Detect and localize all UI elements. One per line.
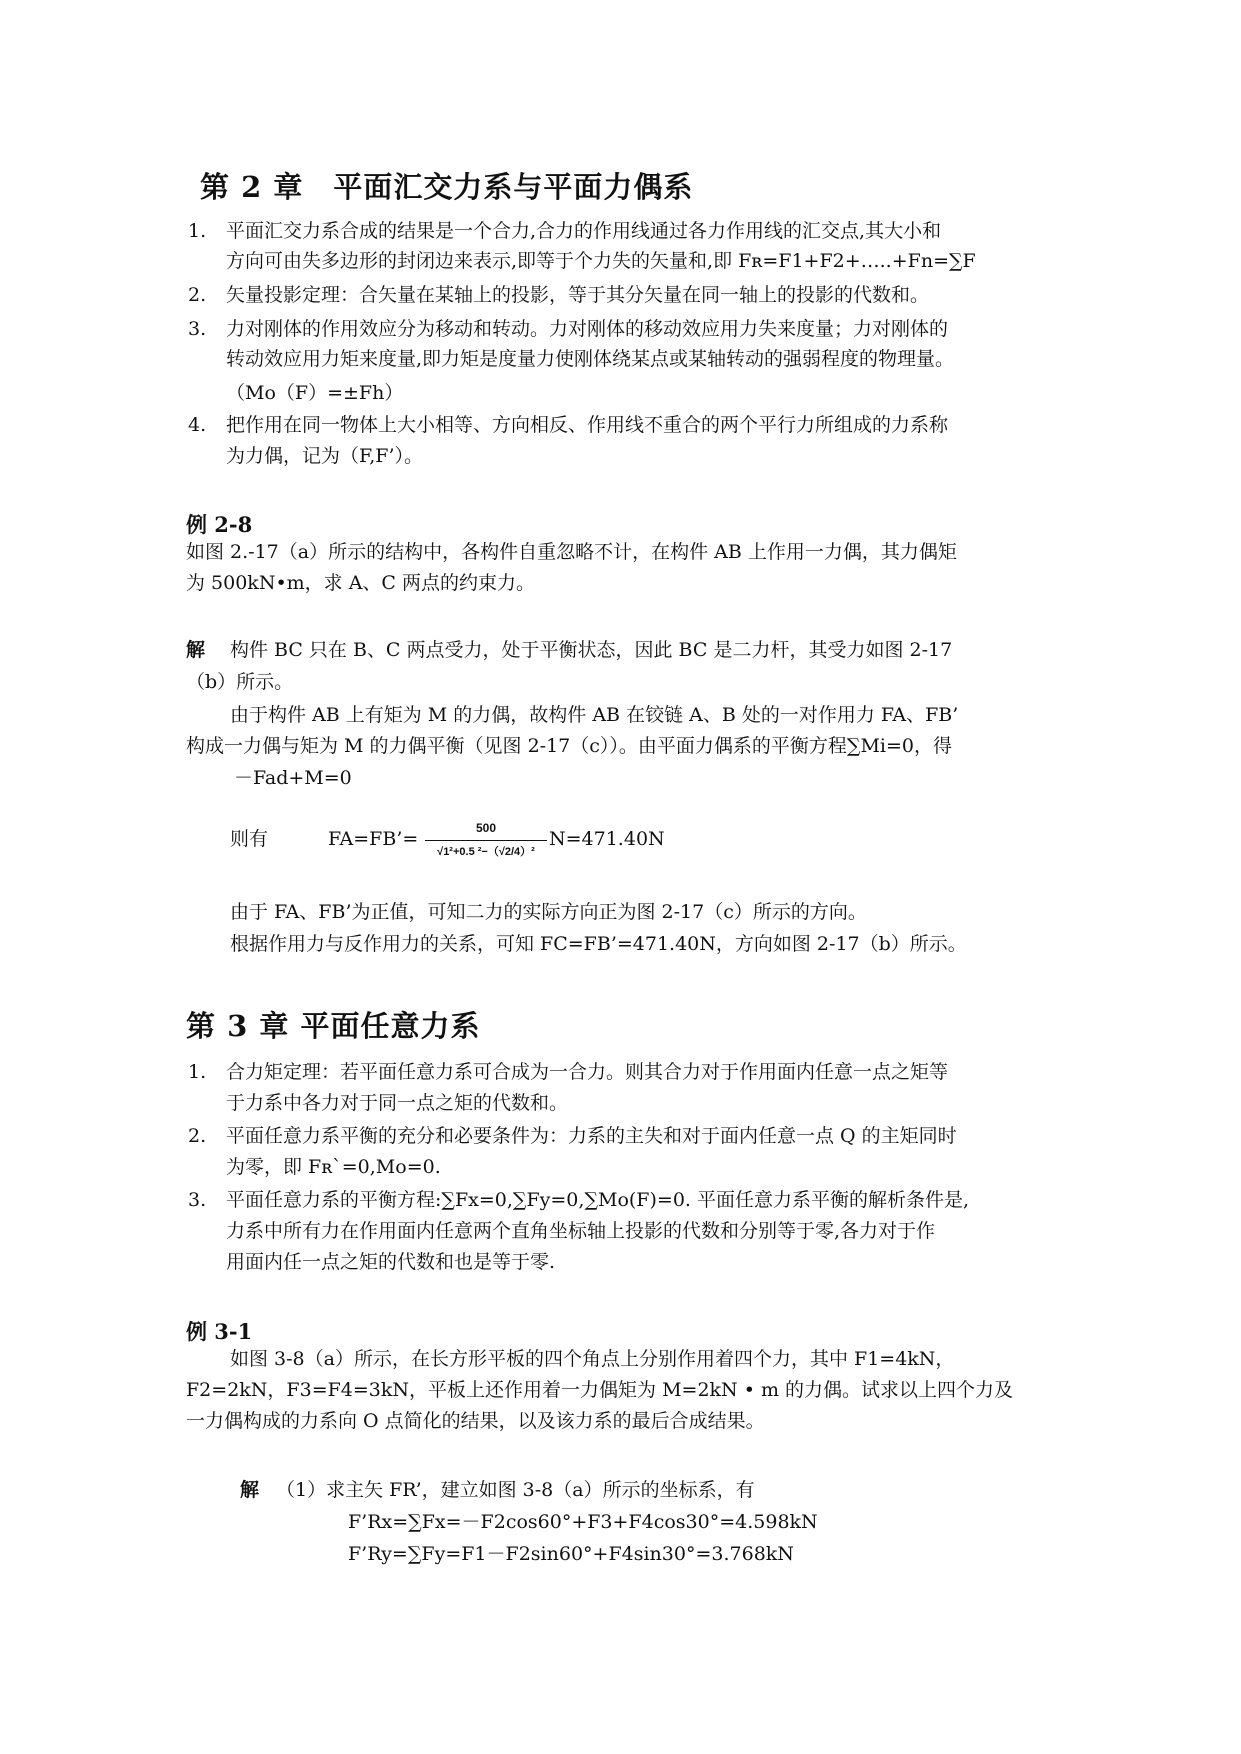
list-number: 1. (188, 1061, 207, 1083)
list-number: 2. (188, 284, 207, 306)
list-number: 3. (188, 1189, 207, 1211)
paragraph-line: 由于构件 AB 上有矩为 M 的力偶，故构件 AB 在铰链 A、B 处的一对作用力 FA、FB’ (230, 704, 959, 726)
list-item-line: 合力矩定理：若平面任意力系可合成为一合力。则其合力对于作用面内任意一点之矩等 (226, 1061, 949, 1083)
solution-label: 解 (186, 639, 206, 661)
list-item-line: 为力偶，记为（F,F’）。 (226, 445, 423, 467)
paragraph-line: 构件 BC 只在 B、C 两点受力，处于平衡状态，因此 BC 是二力杆，其受力如图 2-17 (230, 639, 953, 661)
list-item-line: 为零，即 Fʀ`=0,Mo=0. (226, 1156, 441, 1178)
list-item-line: 矢量投影定理：合矢量在某轴上的投影，等于其分矢量在同一轴上的投影的代数和。 (226, 284, 930, 306)
fraction-numerator: 500 (475, 821, 497, 835)
equation-line: －Fad+M=0 (234, 767, 352, 789)
paragraph-line: F2=2kN，F3=F4=3kN，平板上还作用着一力偶矩为 M=2kN • m 的力偶。试求以上四个力及 (186, 1379, 1014, 1401)
paragraph-line: 为 500kN•m，求 A、C 两点的约束力。 (186, 572, 536, 594)
chapter-2-title: 第 2 章 平面汇交力系与平面力偶系 (200, 170, 694, 204)
list-item-line: 力系中所有力在作用面内任意两个直角坐标轴上投影的代数和分别等于零,各力对于作 (226, 1220, 936, 1242)
paragraph-line: 构成一力偶与矩为 M 的力偶平衡（见图 2-17（c））。由平面力偶系的平衡方程∑Mi=0，得 (186, 735, 953, 757)
paragraph-line: 根据作用力与反作用力的关系，可知 FC=FB’=471.40N，方向如图 2-17（b）所示。 (230, 933, 967, 955)
fraction-denominator: √1²+0.5 ²−（√2/4）² (437, 846, 535, 858)
list-item-line: 于力系中各力对于同一点之矩的代数和。 (226, 1092, 569, 1114)
example-3-1-title: 例 3-1 (186, 1319, 253, 1344)
paragraph-line: （b）所示。 (186, 671, 294, 693)
list-item-line: 方向可由失多边形的封闭边来表示,即等于个力失的矢量和,即 Fʀ=F1+F2+…..+Fn=∑F (226, 250, 976, 272)
formula-prefix: 则有 (230, 828, 269, 850)
solution-label: 解 (240, 1479, 260, 1501)
list-number: 3. (188, 318, 207, 340)
paragraph-line: （1）求主矢 FR’，建立如图 3-8（a）所示的坐标系，有 (276, 1479, 755, 1501)
list-item-line: 用面内任一点之矩的代数和也是等于零. (226, 1251, 556, 1273)
equation-line: F’Ry=∑Fy=F1－F2sin60°+F4sin30°=3.768kN (348, 1543, 794, 1565)
list-item-line: 转动效应用力矩来度量,即力矩是度量力使刚体绕某点或某轴转动的强弱程度的物理量。 (226, 348, 955, 370)
list-item-line: 力对刚体的作用效应分为移动和转动。力对刚体的移动效应用力失来度量；力对刚体的 (226, 318, 949, 340)
list-number: 4. (188, 414, 207, 436)
paragraph-line: 如图 3-8（a）所示，在长方形平板的四个角点上分别作用着四个力，其中 F1=4kN， (230, 1348, 955, 1370)
paragraph-line: 如图 2.-17（a）所示的结构中，各构件自重忽略不计，在构件 AB 上作用一力偶，其力偶矩 (186, 541, 957, 563)
fraction-bar (425, 840, 547, 841)
list-number: 2. (188, 1125, 207, 1147)
example-2-8-title: 例 2-8 (186, 512, 253, 537)
formula-fraction (425, 821, 547, 861)
list-item-line: 平面任意力系平衡的充分和必要条件为：力系的主失和对于面内任意一点 Q 的主矩同时 (226, 1125, 957, 1147)
list-item-line: 把作用在同一物体上大小相等、方向相反、作用线不重合的两个平行力所组成的力系称 (226, 414, 949, 436)
paragraph-line: 由于 FA、FB’为正值，可知二力的实际方向正为图 2-17（c）所示的方向。 (230, 901, 867, 923)
list-item-line: 平面汇交力系合成的结果是一个合力,合力的作用线通过各力作用线的汇交点,其大小和 (226, 220, 942, 242)
list-item-line: 平面任意力系的平衡方程:∑Fx=0,∑Fy=0,∑Mo(F)=0. 平面任意力系平衡的解析条件是, (226, 1189, 970, 1211)
list-number: 1. (188, 220, 207, 242)
equation-line: F’Rx=∑Fx=－F2cos60°+F3+F4cos30°=4.598kN (348, 1511, 818, 1533)
formula-lhs: FA=FB’= (328, 828, 419, 850)
chapter-3-title: 第 3 章 平面任意力系 (186, 1009, 481, 1043)
formula-rhs: N=471.40N (549, 828, 665, 850)
paragraph-line: 一力偶构成的力系向 O 点简化的结果，以及该力系的最后合成结果。 (186, 1410, 765, 1432)
list-item-line: （Mo（F）=±Fh） (226, 382, 404, 404)
